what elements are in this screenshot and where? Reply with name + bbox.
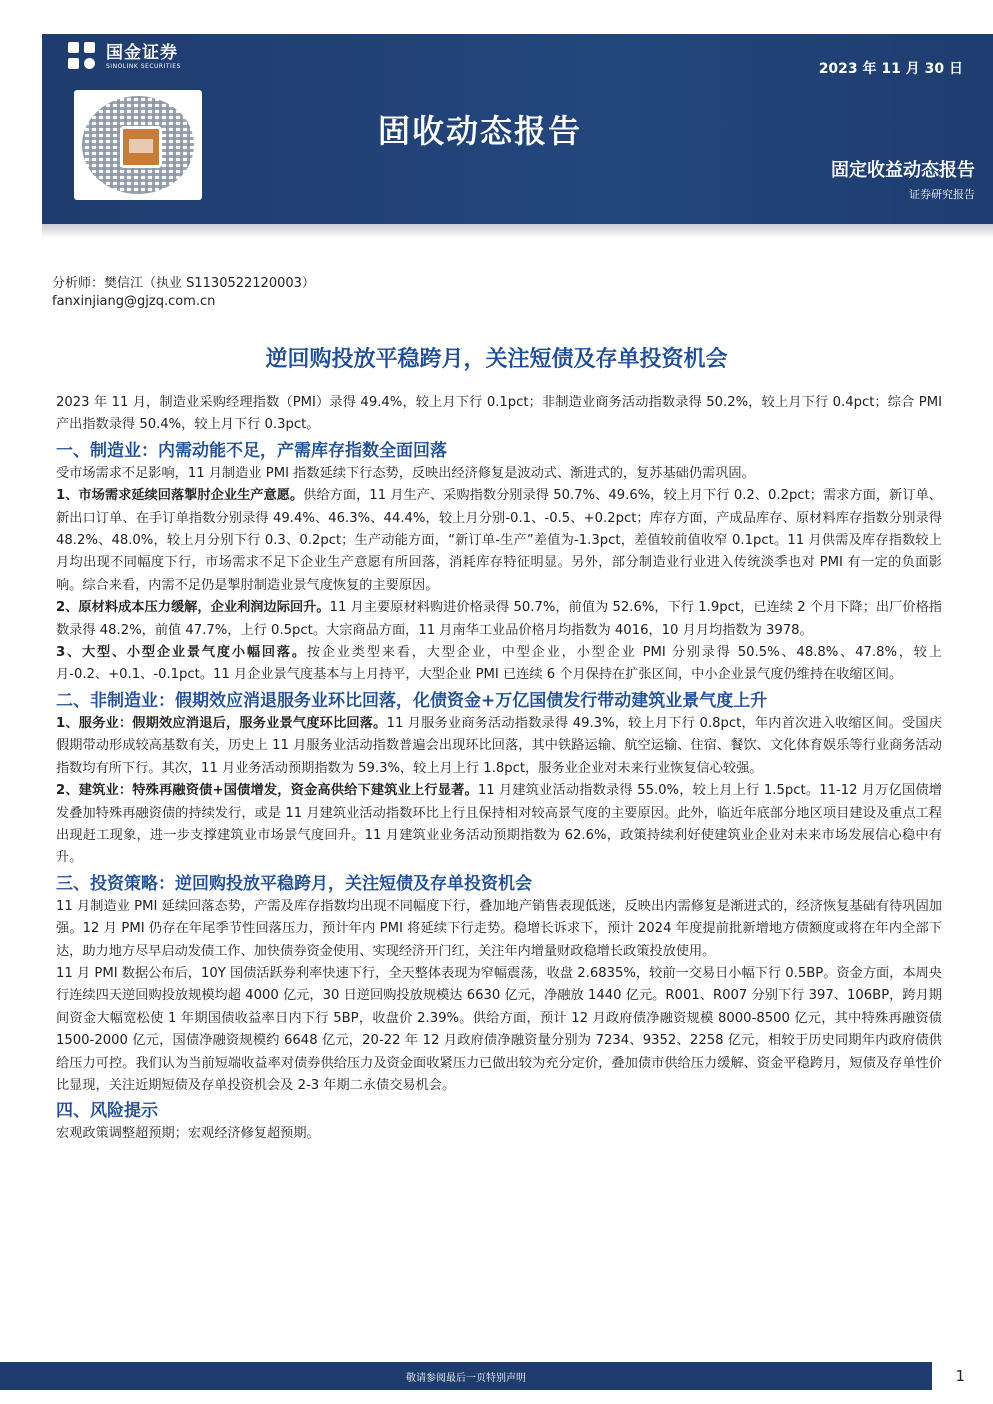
footer-bar <box>0 1362 932 1390</box>
section-2-paragraph-2 <box>56 780 942 870</box>
section-4-heading: 四、风险提示 <box>56 1101 158 1122</box>
paragraph-lead: 1、服务业：假期效应消退后，服务业景气度环比回落。 <box>56 715 387 731</box>
section-1-heading: 一、制造业：内需动能不足，产需库存指数全面回落 <box>56 440 447 461</box>
paragraph-body: 11 月服务业商务活动指数录得 49.3%，较上月下行 0.8pct，年内首次进入收缩区间。受国庆假期带动形成较高基数有关，历史上 11 月服务业活动指数普遍会出现环比回落，其中铁路运输、航空运输、住宿、餐饮、文化体育娱乐等行业商务活动指数均有所下行。其次，11 月业务活动预期指数为 59.3%，较上月上行 1.8pct，服务业企业对未来行业恢复信心较强。 <box>56 715 942 776</box>
analyst-email[interactable]: fanxinjiang@gjzq.com.cn <box>52 294 216 309</box>
report-date: 2023 年 11 月 30 日 <box>818 61 963 77</box>
section-3-paragraph-2: 11 月 PMI 数据公布后，10Y 国债活跃券利率快速下行，全天整体表现为窄幅震荡，收盘 2.6835%，较前一交易日小幅下行 0.5BP。资金方面，本周央行连续四天逆回购投放规模均超 4000 亿元，30 日逆回购投放规模达 6630 亿元，净融放 1440 亿元。R001、R007 分别下行 397、106BP，跨月期间资金大幅宽松使 1 年期国债收益率日内下行 5BP，收盘价 2.39%。供给方面，预计 12 月政府债净融资规模 8000-8500 亿元，其中特殊再融资债 1500-2000 亿元，国债净融资规模约 6648 亿元，20-22 年 12 月政府债净融资量分别为 7234、9352、2258 亿元，相较于历史同期年内政府债供给压力可控。我们认为当前短端收益率对债券供给压力及资金面收紧压力已做出较为充分定价，叠加债市供给压力缓解、资金平稳跨月，短债及存单性价比显现，关注近期短债及存单投资机会及 2-3 年期二永债交易机会。 <box>56 965 942 1093</box>
section-1-paragraph-3 <box>56 642 942 687</box>
report-body <box>56 392 942 1146</box>
section-1-paragraph-0: 受市场需求不足影响，11 月制造业 PMI 指数延续下行态势，反映出经济修复是波动式、渐进式的，复苏基础仍需巩固。 <box>56 465 755 481</box>
paragraph-lead: 3、大型、小型企业景气度小幅回落。 <box>56 645 307 661</box>
analyst-info: 分析师：樊信江（执业 S1130522120003） <box>52 276 315 291</box>
paragraph-lead: 2、建筑业：特殊再融资债+国债增发，资金高供给下建筑业上行显著。 <box>56 783 478 799</box>
section-3-paragraph-1: 11 月制造业 PMI 延续回落态势，产需及库存指数均出现不同幅度下行，叠加地产销售表现低迷，反映出内需修复是渐进式的，经济恢复基础有待巩固加强。12 月 PMI 仍存在年尾季节性回落压力，预计年内 PMI 将延续下行走势。稳增长诉求下，预计 2024 年度提前批新增地方债额度或将在年内全部下达，助力地方尽早启动发债工作、加快债券资金使用、实现经济开门红，关注年内增量财政稳增长政策投放使用。 <box>56 898 942 959</box>
section-4-paragraph-1: 宏观政策调整超预期；宏观经济修复超预期。 <box>56 1126 320 1142</box>
paragraph-lead: 1、市场需求延续回落掣肘企业生产意愿。 <box>56 488 304 504</box>
logo-name-en: SINOLINK SECURITIES <box>106 62 181 70</box>
section-2-paragraph-1 <box>56 713 942 780</box>
report-title: 固收动态报告 <box>378 112 583 150</box>
logo-mark-icon <box>68 42 98 72</box>
intro-paragraph: 2023 年 11 月，制造业采购经理指数（PMI）录得 49.4%，较上月下行 0.1pct；非制造业商务活动指数录得 50.2%，较上月下行 0.4pct；综合 PMI 产出指数录得 50.4%，较上月下行 0.3pct。 <box>56 395 942 433</box>
paragraph-body: 按企业类型来看，大型企业，中型企业，小型企业 PMI 分别录得 50.5%、48.8%、47.8%，较上月-0.2、+0.1、-0.1pct。11 月企业景气度基本与上月持平，大型企业 PMI 已连续 6 个月保持在扩张区间，中小企业景气度仍维持在收缩区间。 <box>56 645 942 683</box>
section-3-heading: 三、投资策略：逆回购投放平稳跨月，关注短债及存单投资机会 <box>56 873 532 894</box>
page-footer <box>0 1362 993 1404</box>
report-type: 证券研究报告 <box>909 188 975 201</box>
section-1-paragraph-1 <box>56 485 942 597</box>
company-logo <box>68 42 181 72</box>
paragraph-body: 11 月主要原材料购进价格录得 50.7%，前值为 52.6%，下行 1.9pct，已连续 2 个月下降；出厂价格指数录得 48.2%，前值 47.7%，上行 0.5pct。大宗商品方面，11 月南华工业品价格月均指数为 4016，10 月月均指数为 3978。 <box>56 600 942 638</box>
section-2-heading: 二、非制造业：假期效应消退服务业环比回落，化债资金+万亿国债发行带动建筑业景气度上升 <box>56 690 768 711</box>
section-1-paragraph-2 <box>56 597 942 642</box>
main-title: 逆回购投放平稳跨月，关注短债及存单投资机会 <box>265 347 728 372</box>
paragraph-lead: 2、原材料成本压力缓解，企业利润边际回升。 <box>56 600 330 616</box>
paragraph-body: 供给方面，11 月生产、采购指数分别录得 50.7%、49.6%，较上月下行 0.2、0.2pct；需求方面，新订单、新出口订单、在手订单指数分别录得 49.4%、46.3%、44.4%，较上月分别-0.1、-0.5、+0.2pct；库存方面，产成品库存、原材料库存指数分别录得 48.2%、48.0%，较上月分别下行 0.3、0.2pct；生产动能方面，“新订单-生产”差值为-1.3pct，差值较前值收窄 0.1pct。11 月供需及库存指数较上月均出现不同幅度下行，市场需求不足下企业生产意愿有所回落，消耗库存特征明显。另外，部分制造业行业进入传统淡季也对 PMI 有一定的负面影响。综合来看，内需不足仍是掣肘制造业景气度恢复的主要原因。 <box>56 488 942 593</box>
header-shadow <box>42 224 993 238</box>
qr-code-image <box>74 90 202 200</box>
paragraph-body: 11 月建筑业活动指数录得 55.0%，较上月上行 1.5pct。11-12 月万亿国债增发叠加特殊再融资债的持续发行，或是 11 月建筑业活动指数环比上行且保持相对较高景气度的主要原因。此外，临近年底部分地区项目建设及重点工程出现赶工现象，进一步支撑建筑业市场景气度回升。11 月建筑业业务活动预期指数为 62.6%，政策持续利好使建筑业企业对未来市场发展信心稳中有升。 <box>56 783 942 866</box>
logo-name-cn: 国金证券 <box>106 42 178 63</box>
disclaimer-note: 敬请参阅最后一页特别声明 <box>406 1373 526 1384</box>
page-number: 1 <box>955 1367 965 1385</box>
report-category: 固定收益动态报告 <box>831 160 975 181</box>
